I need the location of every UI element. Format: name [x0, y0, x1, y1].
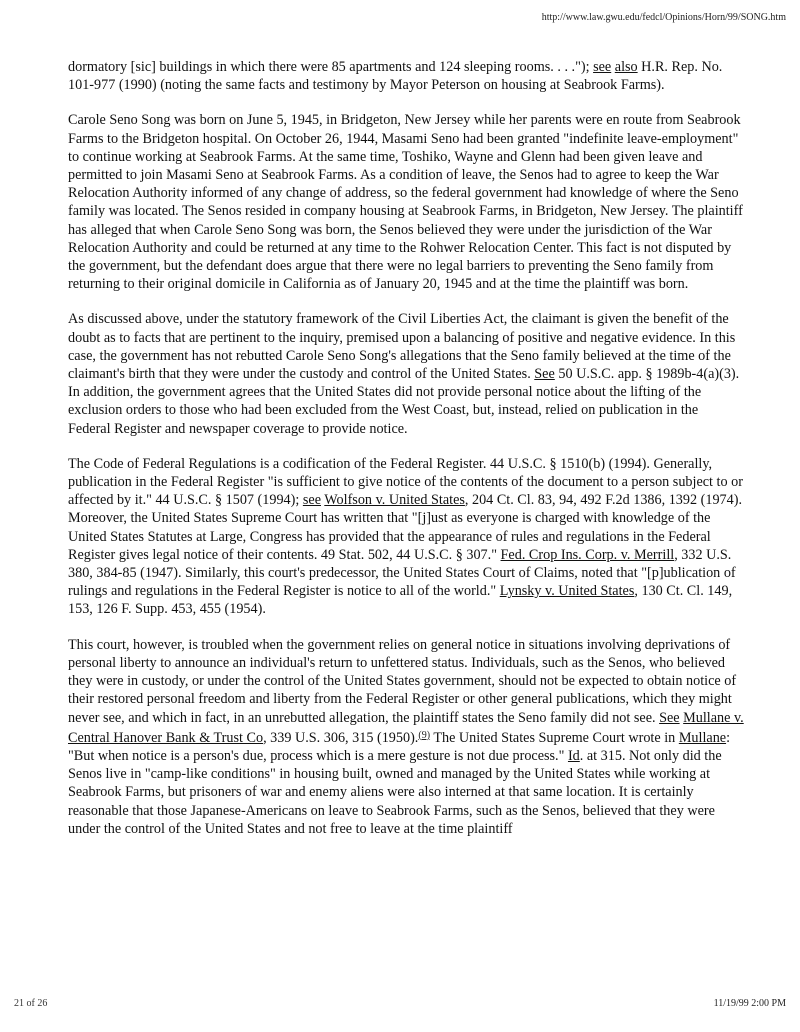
- signal-see: See: [659, 709, 680, 726]
- text-run: dormatory [sic] buildings in which there were 85 apartments and 124 sleeping rooms. . . .");: [68, 59, 594, 75]
- case-citation-mullane-short: Mullane: [678, 729, 727, 746]
- signal-see: see: [302, 492, 321, 509]
- text-run: 50 U.S.C. app. § 1989b-4(a)(3). In addition, the government agrees that the United States did not provide personal notice about the lifting of the exclusion orders to those who had been excluded from the West Coast, but, instead, relied on publication in the Federal Register and newspaper coverage to provide notice.: [68, 366, 740, 437]
- text-run: H.R. Rep. No. 101-977 (1990) (noting the same facts and testimony by Mayor Peterson on housing at Seabrook Farms).: [68, 59, 723, 94]
- footnote-link[interactable]: (9): [418, 729, 431, 741]
- text-run: The United States Supreme Court wrote in: [430, 729, 679, 746]
- page-number: 21 of 26: [14, 998, 48, 1009]
- text-run: The Code of Federal Regulations is a codification of the Federal Register. 44 U.S.C. § 1510(b) (1994). Generally, publication in the Federal Register "is sufficient to give notice of the contents of the document to a person subject to or affected by it." 44 U.S.C. § 1507 (1994);: [68, 455, 743, 509]
- signal-see: See: [534, 366, 555, 383]
- text-run: , 130 Ct. Cl. 149, 153, 126 F. Supp. 453, 455 (1954).: [68, 583, 733, 618]
- text-run: : "But when notice is a person's due, process which is a mere gesture is not due process.": [68, 729, 731, 764]
- text-run: , 204 Ct. Cl. 83, 94, 492 F.2d 1386, 1392 (1974). Moreover, the United States Supreme Court has written that "[j]ust as everyone is charged with knowledge of the United States Statutes at Large, Congress has provided that the appearance of rules and regulations in the Federal Register gives legal notice of their contents. 49 Stat. 502, 44 U.S.C. § 307.": [68, 492, 742, 563]
- opinion-body: [68, 58, 744, 855]
- text-run: , 339 U.S. 306, 315 (1950).: [263, 729, 419, 746]
- paragraph-2: Carole Seno Song was born on June 5, 1945, in Bridgeton, New Jersey while her parents were en route from Seabrook Farms to the Bridgeton hospital. On October 26, 1944, Masami Seno had been granted "indefinite leave-employment" to continue working at Seabrook Farms. At the same time, Toshiko, Wayne and Glenn had been given leave and permitted to join Masami Seno at Seabrook Farms. As a condition of leave, the Senos had to agree to keep the War Relocation Authority informed of any change of address, so the federal government had knowledge of where the Seno family was located. The Senos resided in company housing at Seabrook Farms, in Bridgeton, New Jersey. The plaintiff has alleged that when Carole Seno Song was born, the Senos believed they were under the jurisdiction of the War Relocation Authority and could be returned at any time to the Rohwer Relocation Center. This fact is not disputed by the government, but the defendant does argue that there were no legal barriers to preventing the Seno family from returning to their original domicile in California as of January 20, 1945 and at the time the plaintiff was born.: [68, 112, 743, 293]
- page-url: http://www.law.gwu.edu/fedcl/Opinions/Horn/99/SONG.htm: [541, 12, 786, 23]
- signal-see: see: [593, 59, 612, 75]
- case-citation-lynsky: Lynsky v. United States: [499, 583, 635, 600]
- case-citation-mullane: Mullane v. Central Hanover Bank & Trust Co: [68, 709, 744, 746]
- text-run: As discussed above, under the statutory framework of the Civil Liberties Act, the claimant is given the benefit of the doubt as to facts that are pertinent to the inquiry, premised upon a balancing of positive and negative evidence. In this case, the government has not rebutted Carole Seno Song's allegations that the Seno family believed at the time of the claimant's birth that they were under the custody and control of the United States.: [68, 311, 736, 383]
- text-run: . at 315. Not only did the Senos live in "camp-like conditions" in housing built, owned and managed by the United States while working at Seabrook Farms, but prisoners of war and enemy aliens were also interned at that same location. It is certainly reasonable that those Japanese-Americans on leave to Seabrook Farms, such as the Senos, believed that they were under the control of the United States and not free to leave at the time plaintiff: [68, 747, 722, 837]
- paragraph-4: [68, 455, 744, 619]
- text-run: , 332 U.S. 380, 384-85 (1947). Similarly, this court's predecessor, the United States Court of Claims, noted that "[p]ublication of rulings and regulations in the Federal Register is notice to all of the world.": [68, 546, 736, 600]
- case-citation-merrill: Fed. Crop Ins. Corp. v. Merrill: [500, 546, 675, 563]
- case-citation-wolfson: Wolfson v. United States: [324, 492, 465, 509]
- paragraph-3: [68, 310, 744, 437]
- text-run: This court, however, is troubled when the government relies on general notice in situations involving deprivations of personal liberty to announce an individual's return to unfettered status. Individuals, such as the Senos, who believed they were in custody, or under the control of the United States government, should not be expected to obtain notice of their restored personal freedom and liberty from the Federal Register or other general publications, which they might never see, and which in fact, in an unrebutted allegation, the plaintiff states the Seno family did not see.: [68, 636, 737, 726]
- print-datetime: 11/19/99 2:00 PM: [713, 998, 786, 1009]
- signal-also: also: [614, 59, 638, 75]
- paragraph-1: [68, 58, 744, 94]
- signal-id: Id: [567, 747, 580, 764]
- paragraph-5: [68, 636, 744, 838]
